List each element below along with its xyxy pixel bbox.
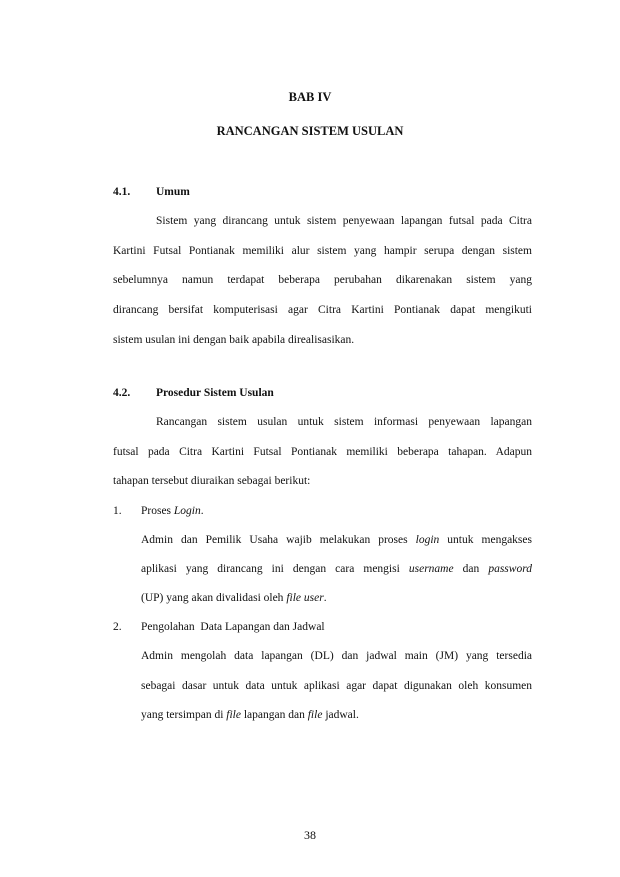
page-number: 38 <box>304 828 316 842</box>
list-item-line: Admin dan Pemilik Usaha wajib melakukan proses login untuk mengakses <box>141 534 532 546</box>
section-1-line: sebelumnya namun terdapat beberapa perubahan dikarenakan sistem yang <box>113 274 532 286</box>
section-2-line: futsal pada Citra Kartini Futsal Pontianak memiliki beberapa tahapan. Adapun <box>113 446 532 458</box>
section-1-line: Sistem yang dirancang untuk sistem penyewaan lapangan futsal pada Citra <box>156 215 532 227</box>
section-1-line: sistem usulan ini dengan baik apabila direalisasikan. <box>113 334 355 346</box>
section-1-heading: Umum <box>156 186 190 198</box>
list-item-title: Pengolahan Data Lapangan dan Jadwal <box>141 621 325 633</box>
list-item-line: aplikasi yang dirancang ini dengan cara mengisi username dan password <box>141 563 532 575</box>
section-2-line: tahapan tersebut diuraikan sebagai berikut: <box>113 475 311 487</box>
section-2-number: 4.2. <box>113 387 131 399</box>
section-2-line: Rancangan sistem usulan untuk sistem informasi penyewaan lapangan <box>156 416 532 428</box>
list-item-line: Admin mengolah data lapangan (DL) dan jadwal main (JM) yang tersedia <box>141 650 532 662</box>
section-1-number: 4.1. <box>113 186 131 198</box>
list-item-line: sebagai dasar untuk data untuk aplikasi agar dapat digunakan oleh konsumen <box>141 680 532 692</box>
section-2-heading: Prosedur Sistem Usulan <box>156 387 274 399</box>
list-item-number: 1. <box>113 505 122 517</box>
chapter-title: RANCANGAN SISTEM USULAN <box>216 124 404 138</box>
section-1-line: dirancang bersifat komputerisasi agar Citra Kartini Pontianak dapat mengikuti <box>113 304 532 316</box>
list-item-line: (UP) yang akan divalidasi oleh file user. <box>141 592 327 604</box>
list-item-title: Proses Login. <box>141 505 204 517</box>
section-1-line: Kartini Futsal Pontianak memiliki alur sistem yang hampir serupa dengan sistem <box>113 245 532 257</box>
list-item-number: 2. <box>113 621 122 633</box>
list-item-line: yang tersimpan di file lapangan dan file jadwal. <box>141 709 359 721</box>
chapter-label: BAB IV <box>288 90 332 104</box>
